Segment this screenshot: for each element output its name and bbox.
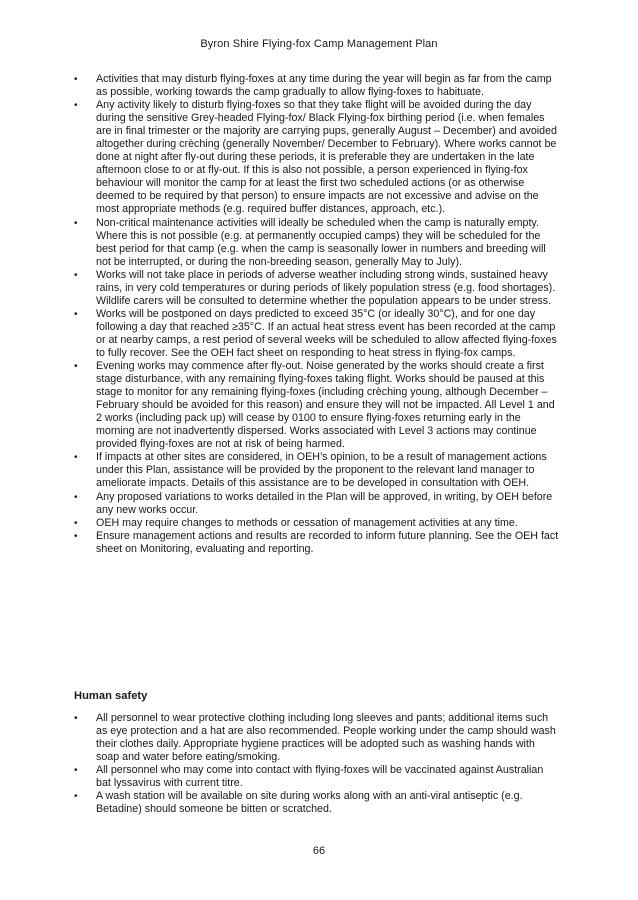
human-safety-bullet-list bbox=[74, 712, 560, 816]
list-item bbox=[74, 530, 560, 556]
list-item-text: All personnel who may come into contact with flying-foxes will be vaccinated against Australian bat lyssavirus with current titre. bbox=[96, 764, 544, 790]
bullet-icon: • bbox=[74, 791, 78, 803]
bullet-icon: • bbox=[74, 452, 78, 464]
list-item-text: OEH may require changes to methods or cessation of management activities at any time. bbox=[96, 516, 518, 529]
list-item bbox=[74, 217, 560, 269]
list-item bbox=[74, 360, 560, 451]
measures-bullet-list bbox=[74, 73, 560, 556]
list-item-text: Works will not take place in periods of adverse weather including strong winds, sustained heavy rains, in very cold temperatures or during periods of likely population stress (e.g. food shortages). Wildlife carers will be consulted to determine whether the population appears to be under stress. bbox=[96, 268, 556, 307]
bullet-icon: • bbox=[74, 517, 78, 529]
bullet-icon: • bbox=[74, 74, 78, 85]
bullet-icon: • bbox=[74, 491, 78, 503]
list-item bbox=[74, 491, 560, 517]
list-item-text: Ensure management actions and results are recorded to inform future planning. See the OEH fact sheet on Monitoring, evaluating and reporting. bbox=[96, 529, 559, 555]
list-item bbox=[74, 269, 560, 308]
list-item bbox=[74, 712, 560, 764]
bullet-icon: • bbox=[74, 765, 78, 777]
list-item bbox=[74, 451, 560, 490]
list-item-text: Any activity likely to disturb flying-foxes so that they take flight will be avoided during the day during the sensitive Grey-headed Flying-fox/ Black Flying-fox birthing period (i.e. when females are in final trimester or the majority are carrying pups, generally August – December) and avoided altogether during crèching (generally November/ December to February). Where works cannot be done at night after fly-out during these periods, it is preferable they are undertaken in the late afternoon close to or at fly-out. If this is also not possible, a person experienced in flying-fox behaviour will monitor the camp for at least the first two scheduled actions (or as otherwise deemed to be required by that person) to ensure impacts are not excessive and advise on the most appropriate methods (e.g. required buffer distances, approach, etc.). bbox=[96, 99, 557, 216]
page-header: Byron Shire Flying-fox Camp Management Plan bbox=[200, 38, 438, 50]
section-heading-human-safety: Human safety bbox=[74, 690, 148, 702]
bullet-icon: • bbox=[74, 269, 78, 281]
list-item-text: A wash station will be available on site during works along with an anti-viral antiseptic (e.g. Betadine) should someone be bitten or scratched. bbox=[96, 790, 523, 816]
bullet-icon: • bbox=[74, 100, 78, 112]
bullet-icon: • bbox=[74, 530, 78, 542]
bullet-icon: • bbox=[74, 308, 78, 320]
list-item bbox=[74, 790, 560, 816]
bullet-icon: • bbox=[74, 713, 78, 724]
page-number: 66 bbox=[312, 845, 326, 857]
bullet-icon: • bbox=[74, 217, 78, 229]
list-item-text: Works will be postponed on days predicted to exceed 35°C (or ideally 30°C), and for one day following a day that reached ≥35°C. If an actual heat stress event has been recorded at the camp or at nearby camps, a rest period of several weeks will be scheduled to allow affected flying-foxes to fully recover. See the OEH fact sheet on responding to heat stress in flying-fox camps. bbox=[96, 307, 557, 359]
list-item-text: Evening works may commence after fly-out. Noise generated by the works should create a first stage disturbance, with any remaining flying-foxes taking flight. Works should be paused at this stage to monitor for any remaining flying-foxes (including crèching young, although December – February should be avoided for this reason) and ensure they will not be impacted. All Level 1 and 2 works (including pack up) will cease by 0100 to ensure flying-foxes returning early in the morning are not inadvertently dispersed. Works associated with Level 3 actions may continue provided flying-foxes are not at risk of being harmed. bbox=[96, 360, 555, 451]
list-item-text: If impacts at other sites are considered, in OEH’s opinion, to be a result of management actions under this Plan, assistance will be provided by the proponent to the relevant land manager to ameliorate impacts. Details of this assistance are to be developed in consultation with OEH. bbox=[96, 451, 547, 490]
list-item-text: Activities that may disturb flying-foxes at any time during the year will begin as far from the camp as possible, working towards the camp gradually to allow flying-foxes to habituate. bbox=[96, 73, 552, 99]
list-item bbox=[74, 99, 560, 216]
list-item bbox=[74, 764, 560, 790]
list-item-text: All personnel to wear protective clothing including long sleeves and pants; additional items such as eye protection and a hat are also recommended. People working under the camp should wash their clothes daily. Appropriate hygiene practices will be adopted such as washing hands with soap and water before eating/smoking. bbox=[96, 712, 556, 764]
bullet-icon: • bbox=[74, 361, 78, 373]
list-item bbox=[74, 73, 560, 99]
list-item bbox=[74, 517, 560, 530]
list-item-text: Non-critical maintenance activities will ideally be scheduled when the camp is naturally empty. Where this is not possible (e.g. at permanently occupied camps) they will be scheduled for the best period for that camp (e.g. when the camp is seasonally lower in numbers and breeding will not be interrupted, or during the non-breeding season, generally May to July). bbox=[96, 216, 546, 268]
list-item-text: Any proposed variations to works detailed in the Plan will be approved, in writing, by OEH before any new works occur. bbox=[96, 490, 553, 516]
list-item bbox=[74, 308, 560, 360]
